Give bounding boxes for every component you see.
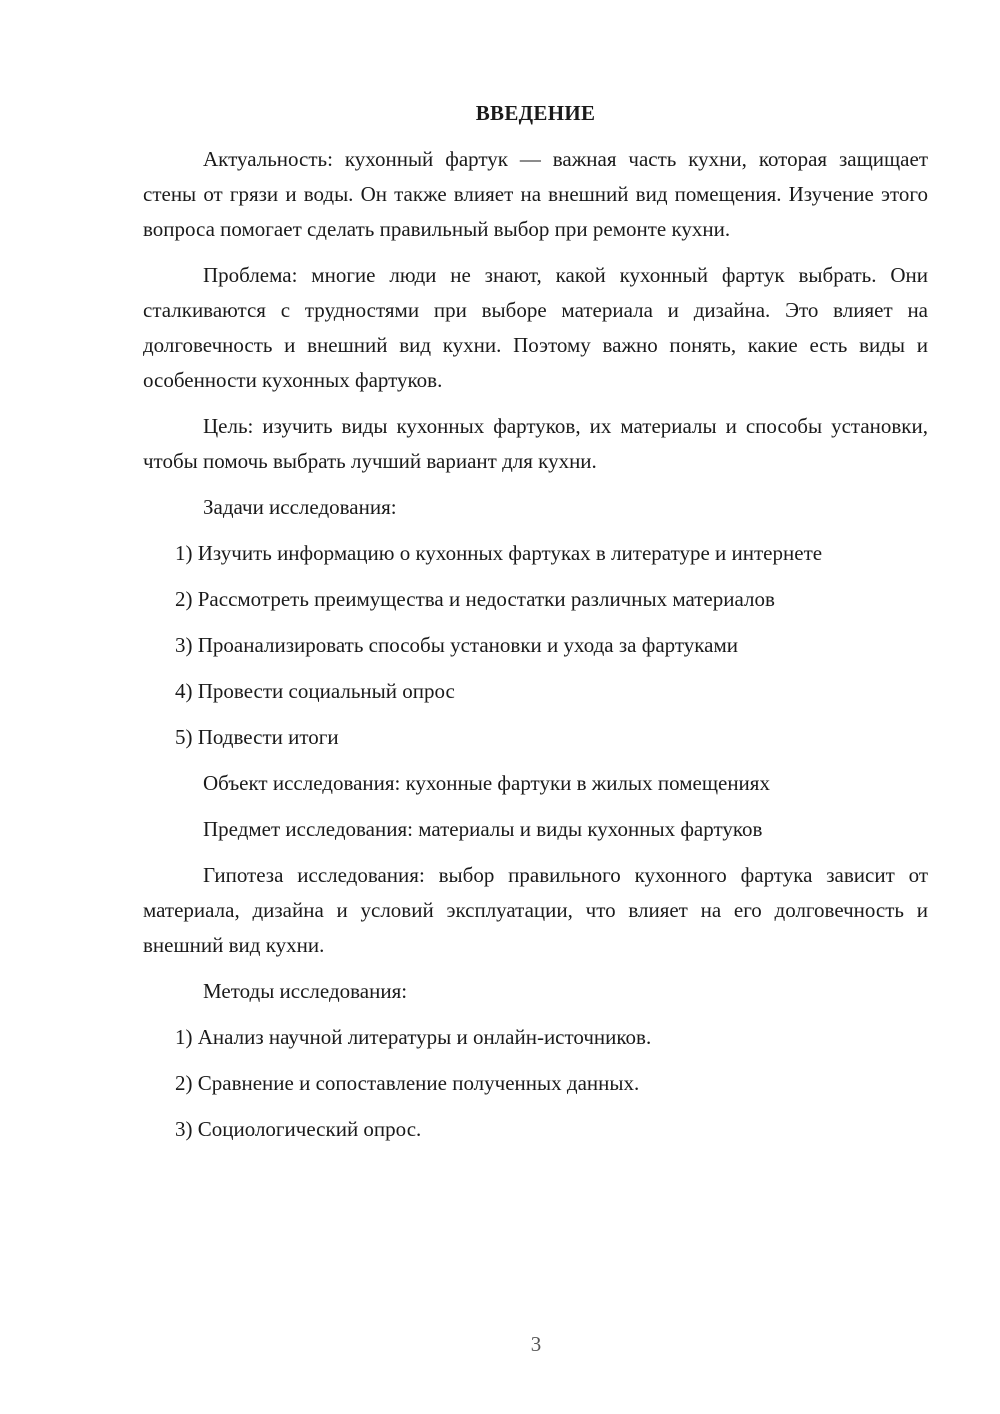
- task-item-2: 2) Рассмотреть преимущества и недостатки различных материалов: [175, 587, 775, 611]
- method-item-2: 2) Сравнение и сопоставление полученных данных.: [175, 1071, 640, 1095]
- method-item-3: 3) Социологический опрос.: [175, 1117, 422, 1141]
- hypothesis-paragraph: Гипотеза исследования: выбор правильного кухонного фартука зависит от материала, дизайна и условий эксплуатации, что влияет на его долговечность и внешний вид кухни.: [143, 863, 928, 957]
- goal-paragraph: Цель: изучить виды кухонных фартуков, их материалы и способы установки, чтобы помочь выбрать лучший вариант для кухни.: [143, 414, 928, 473]
- task-item-1: 1) Изучить информацию о кухонных фартуках в литературе и интернете: [175, 541, 823, 565]
- subject-paragraph: Предмет исследования: материалы и виды кухонных фартуков: [203, 817, 763, 841]
- relevance-paragraph: Актуальность: кухонный фартук — важная часть кухни, которая защищает стены от грязи и воды. Он также влияет на внешний вид помещения. Изучение этого вопроса помогает сделать правильный выбор при ремонте кухни.: [143, 147, 928, 241]
- object-paragraph: Объект исследования: кухонные фартуки в жилых помещениях: [203, 771, 770, 795]
- method-item-1: 1) Анализ научной литературы и онлайн-источников.: [175, 1025, 652, 1049]
- document-body: [143, 96, 928, 1158]
- page-number: 3: [530, 1332, 542, 1356]
- tasks-heading: Задачи исследования:: [203, 495, 397, 519]
- problem-paragraph: Проблема: многие люди не знают, какой кухонный фартук выбрать. Они сталкиваются с трудностями при выборе материала и дизайна. Это влияет на долговечность и внешний вид кухни. Поэтому важно понять, какие есть виды и особенности кухонных фартуков.: [143, 263, 928, 392]
- section-title: ВВЕДЕНИЕ: [475, 101, 596, 125]
- methods-heading: Методы исследования:: [203, 979, 408, 1003]
- task-item-5: 5) Подвести итоги: [175, 725, 339, 749]
- task-item-4: 4) Провести социальный опрос: [175, 679, 455, 703]
- task-item-3: 3) Проанализировать способы установки и ухода за фартуками: [175, 633, 739, 657]
